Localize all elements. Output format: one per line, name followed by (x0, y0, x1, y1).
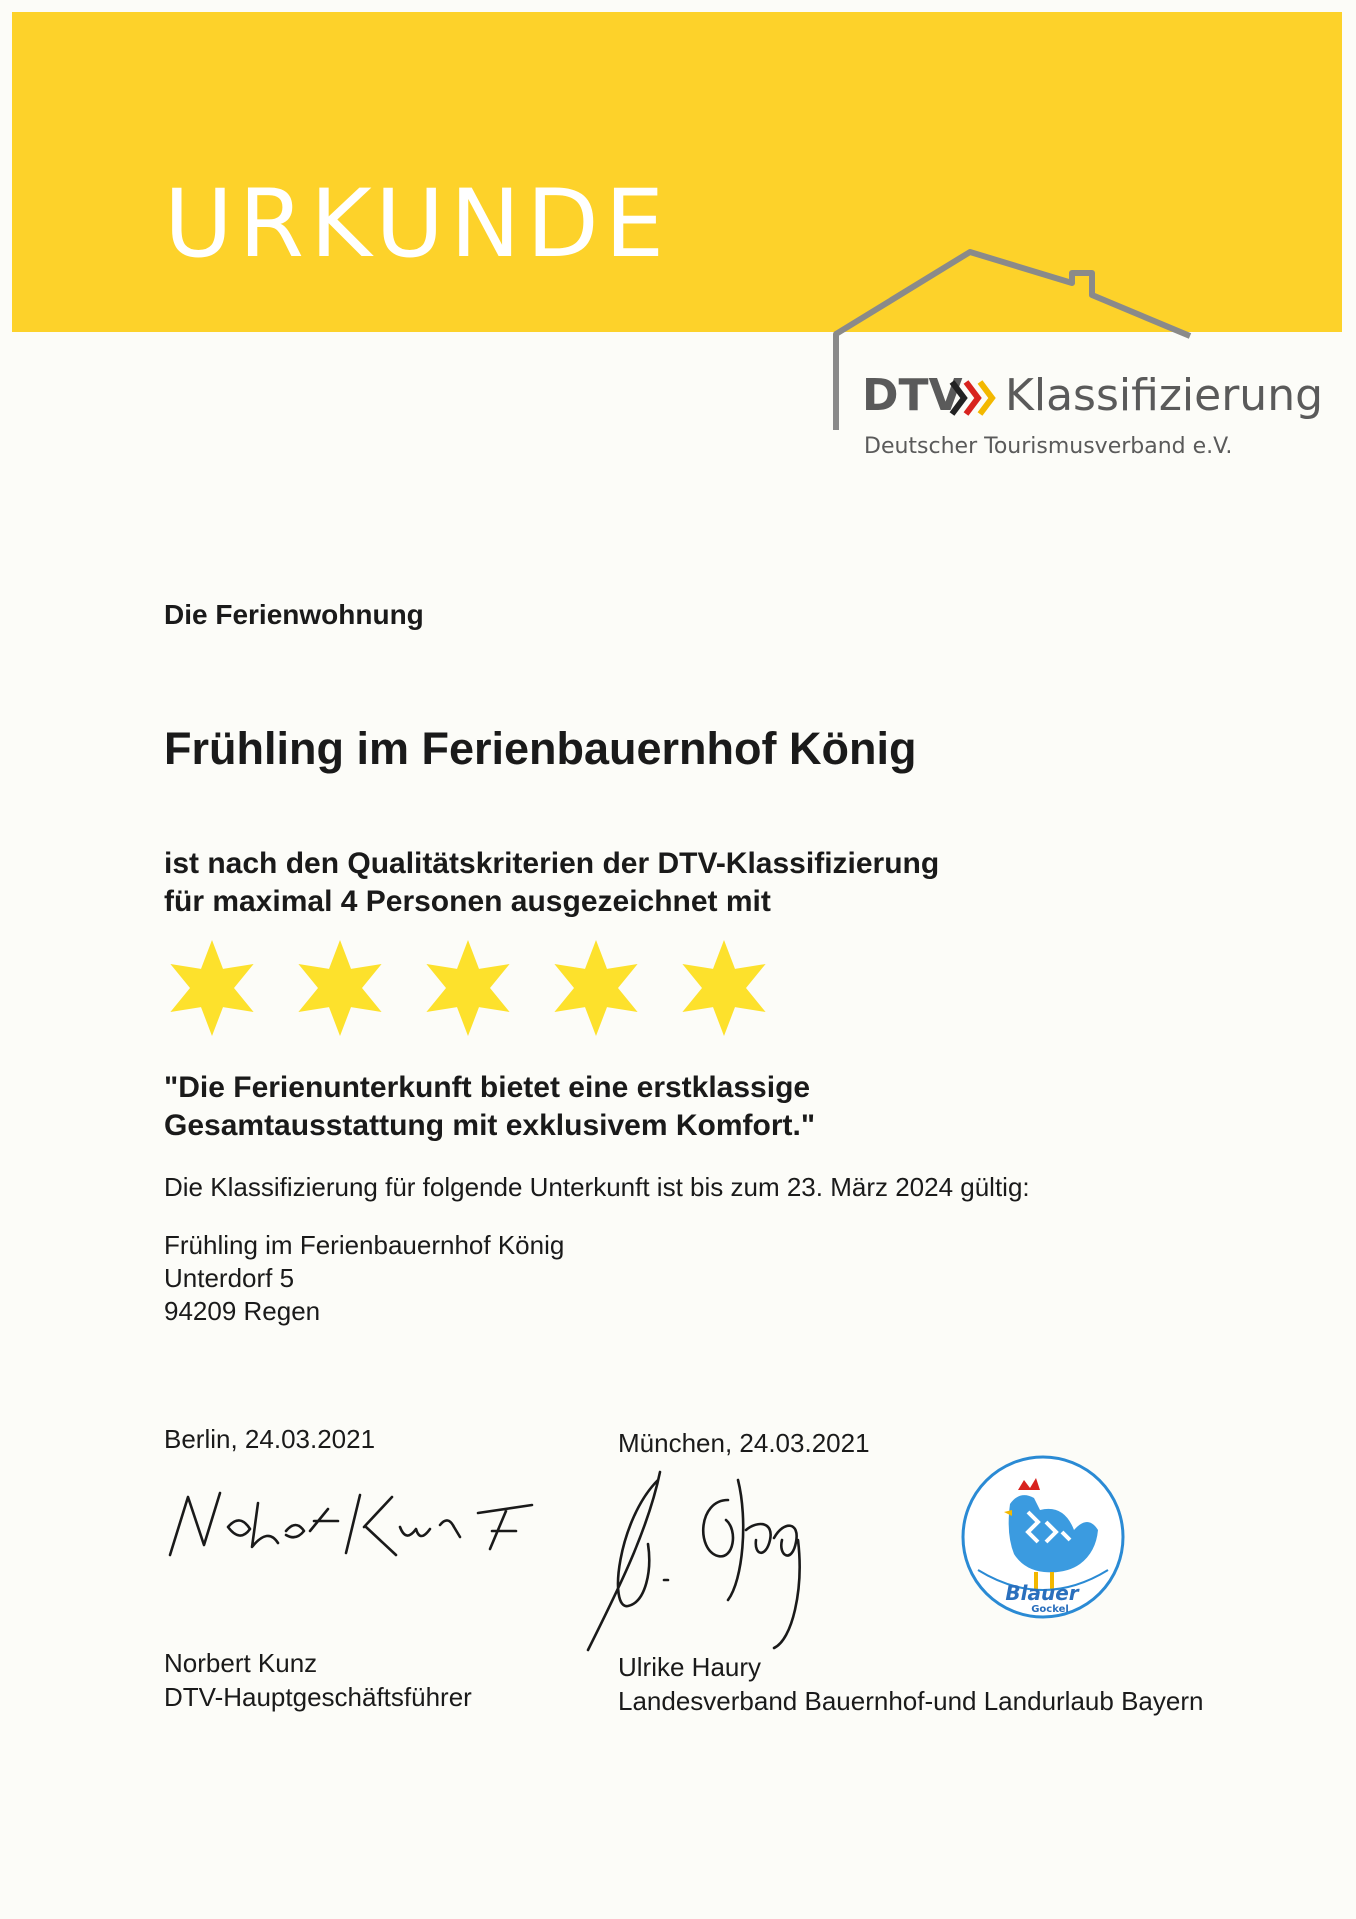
right-place-date: München, 24.03.2021 (618, 1428, 870, 1458)
left-place-date: Berlin, 24.03.2021 (164, 1424, 376, 1454)
certificate-title: URKUNDE (164, 170, 671, 279)
dtv-logo-brand: DTV (862, 370, 963, 421)
blauer-gockel-seal (958, 1452, 1128, 1622)
seal-text-line1: Blauer (1005, 1581, 1079, 1605)
property-name: Frühling im Ferienbauernhof König (164, 723, 917, 774)
star-icon (674, 938, 774, 1038)
star-rating (162, 938, 774, 1038)
right-signature (578, 1460, 868, 1660)
left-signer-name: Norbert Kunz (164, 1648, 318, 1678)
statement-line2: für maximal 4 Personen ausgezeichnet mit (164, 885, 771, 918)
seal-text-line2: Gockel (1031, 1604, 1069, 1615)
validity-text: Die Klassifizierung für folgende Unterkunft ist bis zum 23. März 2024 gültig: (164, 1172, 1030, 1202)
right-signer-name: Ulrike Haury (618, 1652, 762, 1682)
address-street: Unterdorf 5 (164, 1263, 295, 1293)
dtv-chevrons-icon (948, 376, 1002, 420)
statement-line1: ist nach den Qualitätskriterien der DTV-Klassifizierung (164, 847, 940, 880)
left-signature (160, 1475, 560, 1565)
address-name: Frühling im Ferienbauernhof König (164, 1230, 565, 1260)
intro-text: Die Ferienwohnung (164, 599, 424, 630)
quote-line1: "Die Ferienunterkunft bietet eine erstklassige (164, 1071, 811, 1104)
dtv-logo-subtitle: Deutscher Tourismusverband e.V. (864, 434, 1233, 459)
right-signer-role: Landesverband Bauernhof-und Landurlaub Bayern (618, 1686, 1204, 1716)
left-signer-role: DTV-Hauptgeschäftsführer (164, 1682, 472, 1712)
star-icon (418, 938, 518, 1038)
star-icon (290, 938, 390, 1038)
star-icon (546, 938, 646, 1038)
quote-line2: Gesamtausstattung mit exklusivem Komfort." (164, 1109, 816, 1142)
dtv-logo-name: Klassifizierung (1005, 370, 1324, 421)
address-city: 94209 Regen (164, 1296, 321, 1326)
star-icon (162, 938, 262, 1038)
